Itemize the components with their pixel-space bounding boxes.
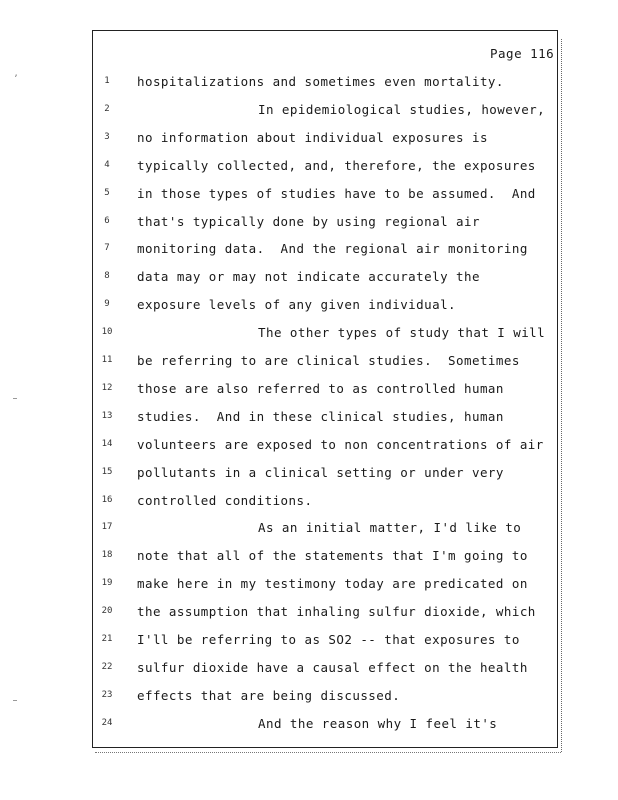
transcript-line: note that all of the statements that I'm going to <box>137 548 528 564</box>
transcript-line: that's typically done by using regional air <box>137 213 480 229</box>
line-number: 16 <box>101 494 113 505</box>
line-number: 7 <box>104 243 110 254</box>
line-number: 10 <box>101 327 113 338</box>
line-number: 22 <box>101 661 113 672</box>
page-number: Page 116 <box>490 46 555 61</box>
line-number: 15 <box>101 466 113 477</box>
transcript-line: sulfur dioxide have a causal effect on the health <box>137 659 528 675</box>
transcript-line: typically collected, and, therefore, the exposures <box>137 157 536 173</box>
transcript-line: I'll be referring to as SO2 -- that exposures to <box>137 632 520 647</box>
line-number: 13 <box>101 410 113 421</box>
transcript-line: controlled conditions. <box>137 492 313 508</box>
line-number: 6 <box>104 215 110 226</box>
margin-mark: ʼ <box>14 74 18 85</box>
line-number: 4 <box>104 159 110 170</box>
transcript-line: data may or may not indicate accurately the <box>137 269 480 285</box>
transcript-line: hospitalizations and sometimes even mortality. <box>137 74 504 89</box>
transcript-line: In epidemiological studies, however, <box>258 101 546 117</box>
line-number: 1 <box>104 76 110 86</box>
line-number: 18 <box>101 550 113 561</box>
transcript-line: The other types of study that I will <box>258 325 546 341</box>
transcript-line: pollutants in a clinical setting or under very <box>137 464 504 480</box>
transcript-line: exposure levels of any given individual. <box>137 297 457 313</box>
transcript-line: the assumption that inhaling sulfur dioxide, which <box>137 604 536 620</box>
line-number: 9 <box>104 299 110 310</box>
line-number: 21 <box>101 634 113 644</box>
transcript-line: studies. And in these clinical studies, human <box>137 408 504 424</box>
line-number: 20 <box>101 606 113 617</box>
transcript-line: those are also referred to as controlled human <box>137 380 504 396</box>
line-number: 2 <box>104 103 110 114</box>
margin-speck <box>13 700 17 701</box>
line-number: 24 <box>101 717 113 728</box>
transcript-line: no information about individual exposures is <box>137 129 488 145</box>
transcript-line: monitoring data. And the regional air monitoring <box>137 241 528 257</box>
transcript-line: be referring to are clinical studies. Sometimes <box>137 353 520 368</box>
line-number: 12 <box>101 382 113 393</box>
transcript-line: As an initial matter, I'd like to <box>258 520 522 536</box>
line-number: 5 <box>104 187 110 198</box>
transcript-line: in those types of studies have to be assumed. And <box>137 185 536 201</box>
line-number: 14 <box>101 438 113 449</box>
line-number: 11 <box>101 355 113 365</box>
line-number: 19 <box>101 578 113 589</box>
line-number: 8 <box>104 271 110 282</box>
line-number: 23 <box>101 689 113 700</box>
margin-speck <box>13 398 17 399</box>
transcript-line: effects that are being discussed. <box>137 687 401 703</box>
line-number: 17 <box>101 522 113 533</box>
line-number: 3 <box>104 131 110 142</box>
transcript-line: And the reason why I feel it's <box>258 715 498 731</box>
bottom-rule <box>95 752 561 753</box>
transcript-line: volunteers are exposed to non concentrations of air <box>137 436 544 452</box>
transcript-line: make here in my testimony today are predicated on <box>137 576 528 592</box>
